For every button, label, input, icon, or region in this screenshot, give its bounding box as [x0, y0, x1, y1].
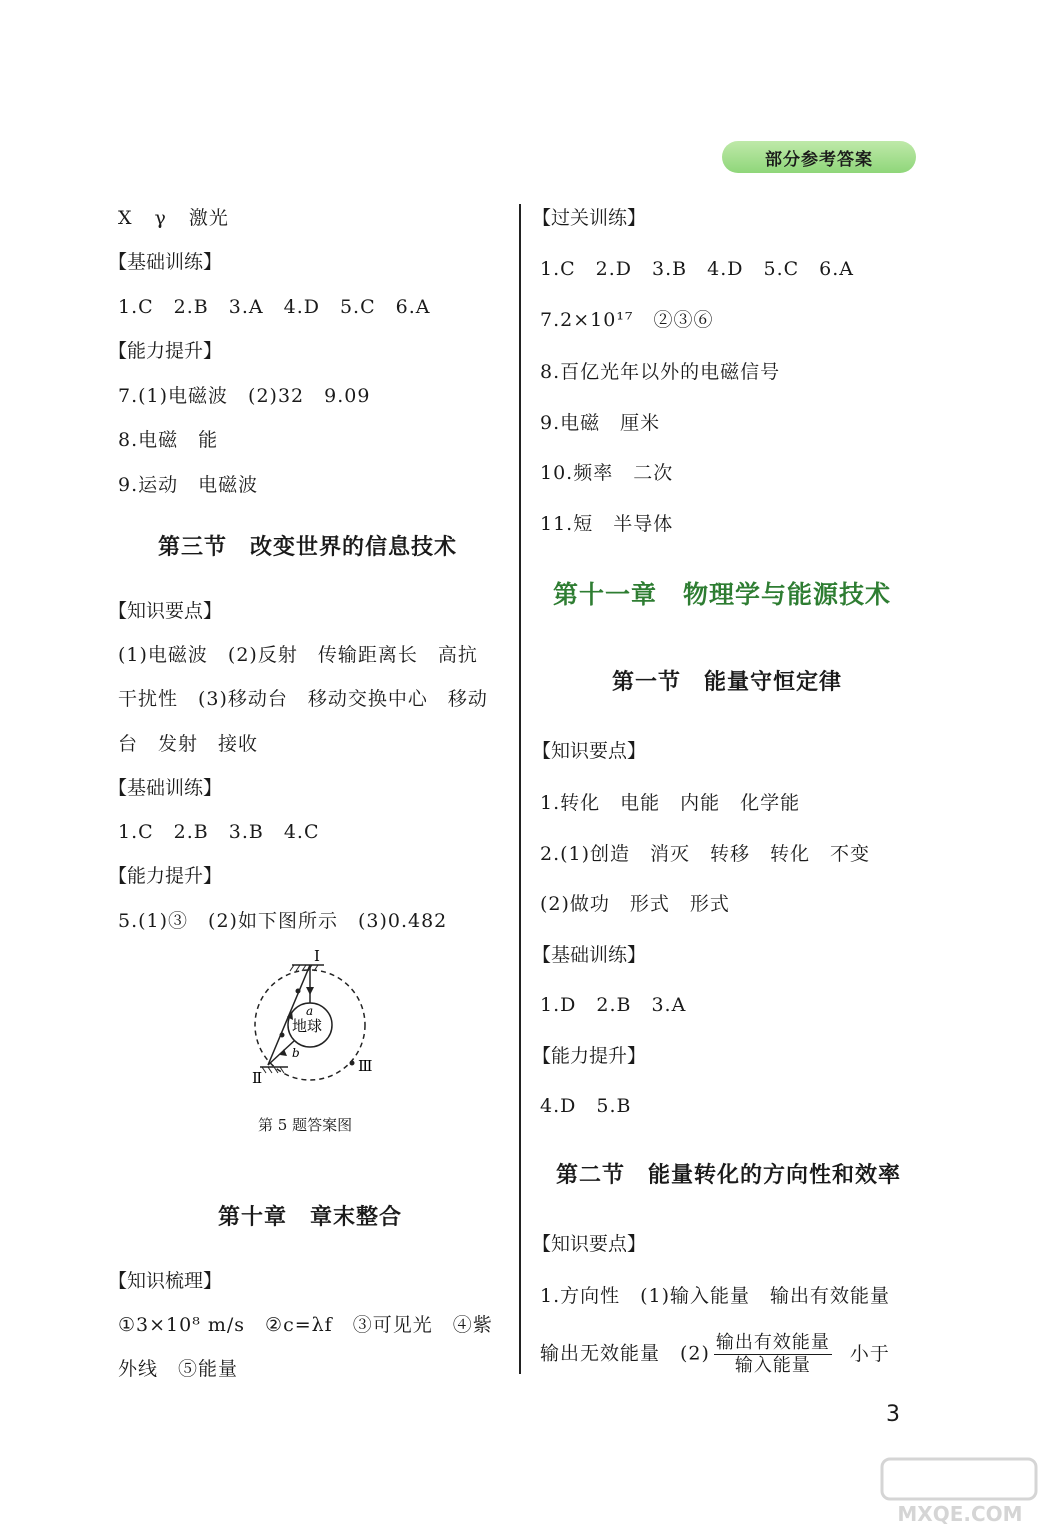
heading-jichu-2: 【基础训练】	[108, 777, 223, 799]
page-number: 3	[886, 1402, 900, 1427]
heading-zhishi-left: 【知识要点】	[108, 600, 223, 622]
zhishi-right-1: 1.转化 电能 内能 化学能	[540, 792, 801, 814]
guoguan-11: 11.短 半导体	[540, 513, 674, 535]
heading-zhishi-right-2: 【知识要点】	[532, 1233, 647, 1255]
s2-line1: 1.方向性 (1)输入能量 输出有效能量	[540, 1285, 891, 1307]
heading-nengli-2: 【能力提升】	[108, 865, 223, 887]
zhishi-left-line3: 台 发射 接收	[118, 733, 259, 755]
answer-q9: 9.运动 电磁波	[118, 474, 259, 496]
heading-nengli-right: 【能力提升】	[532, 1045, 647, 1067]
watermark-text: MXQE.COM	[897, 1502, 1023, 1526]
jichu-1-answers: 1.C 2.B 3.A 4.D 5.C 6.A	[118, 296, 431, 318]
zhishi-right-2: 2.(1)创造 消灭 转移 转化 不变	[540, 843, 871, 865]
answer-q8: 8.电磁 能	[118, 429, 219, 451]
header-badge: 部分参考答案	[722, 141, 916, 173]
guoguan-10: 10.频率 二次	[540, 462, 674, 484]
label-III: Ⅲ	[358, 1057, 373, 1075]
answer-figure	[232, 945, 392, 1085]
answer-q7: 7.(1)电磁波 (2)32 9.09	[118, 385, 371, 407]
guoguan-1-6: 1.C 2.D 3.B 4.D 5.C 6.A	[540, 258, 854, 280]
shuli-line2: 外线 ⑤能量	[118, 1358, 239, 1380]
ray-b	[268, 1041, 294, 1065]
jichu-2-answers: 1.C 2.B 3.B 4.C	[118, 821, 320, 843]
guoguan-9: 9.电磁 厘米	[540, 412, 661, 434]
fraction-denominator: 输入能量	[734, 1355, 811, 1376]
zhishi-right-3: (2)做功 形式 形式	[540, 893, 730, 915]
label-I: Ⅰ	[314, 947, 320, 965]
section3-title: 第三节 改变世界的信息技术	[158, 535, 458, 560]
text-laser: 激光	[188, 207, 229, 229]
s2-line2	[540, 1332, 890, 1377]
efficiency-fraction	[714, 1332, 832, 1377]
heading-jichu-right: 【基础训练】	[532, 944, 647, 966]
fraction-numerator: 输出有效能量	[715, 1332, 830, 1353]
zhishi-left-line1: (1)电磁波 (2)反射 传输距离长 高抗	[118, 644, 478, 666]
text-x: X	[118, 207, 133, 229]
figure-caption: 第 5 题答案图	[258, 1116, 353, 1134]
heading-shuli: 【知识梳理】	[108, 1270, 223, 1292]
answer-q5: 5.(1)③ (2)如下图所示 (3)0.482	[118, 910, 448, 932]
label-b: b	[292, 1046, 300, 1060]
label-a: a	[306, 1004, 314, 1018]
text-gamma: γ	[154, 207, 167, 229]
zhishi-left-line2: 干扰性 (3)移动台 移动交换中心 移动	[118, 688, 488, 710]
column-divider	[519, 204, 521, 1374]
heading-jichu-1: 【基础训练】	[108, 251, 223, 273]
label-II: Ⅱ	[252, 1069, 263, 1085]
heading-nengli-1: 【能力提升】	[108, 340, 223, 362]
heading-guoguan: 【过关训练】	[532, 207, 647, 229]
section1-title: 第一节 能量守恒定律	[612, 670, 843, 695]
section2-title: 第二节 能量转化的方向性和效率	[556, 1163, 902, 1188]
nengli-right-answers: 4.D 5.B	[540, 1095, 632, 1117]
chapter10-title: 第十章 章末整合	[218, 1205, 403, 1230]
left-line-xray	[118, 203, 229, 230]
guoguan-7: 7.2×10¹⁷ ②③⑥	[540, 309, 714, 331]
jichu-right-answers: 1.D 2.B 3.A	[540, 994, 687, 1016]
s2-line2-prefix: 输出无效能量 (2)	[540, 1342, 710, 1365]
shuli-line1: ①3×10⁸ m/s ②c=λf ③可见光 ④紫	[118, 1314, 493, 1336]
guoguan-8: 8.百亿光年以外的电磁信号	[540, 361, 781, 383]
label-earth: 地球	[292, 1017, 323, 1035]
s2-line2-suffix: 小于	[849, 1342, 890, 1365]
heading-zhishi-right: 【知识要点】	[532, 740, 647, 762]
chapter11-title: 第十一章 物理学与能源技术	[553, 580, 892, 609]
watermark-logo	[880, 1455, 1040, 1534]
